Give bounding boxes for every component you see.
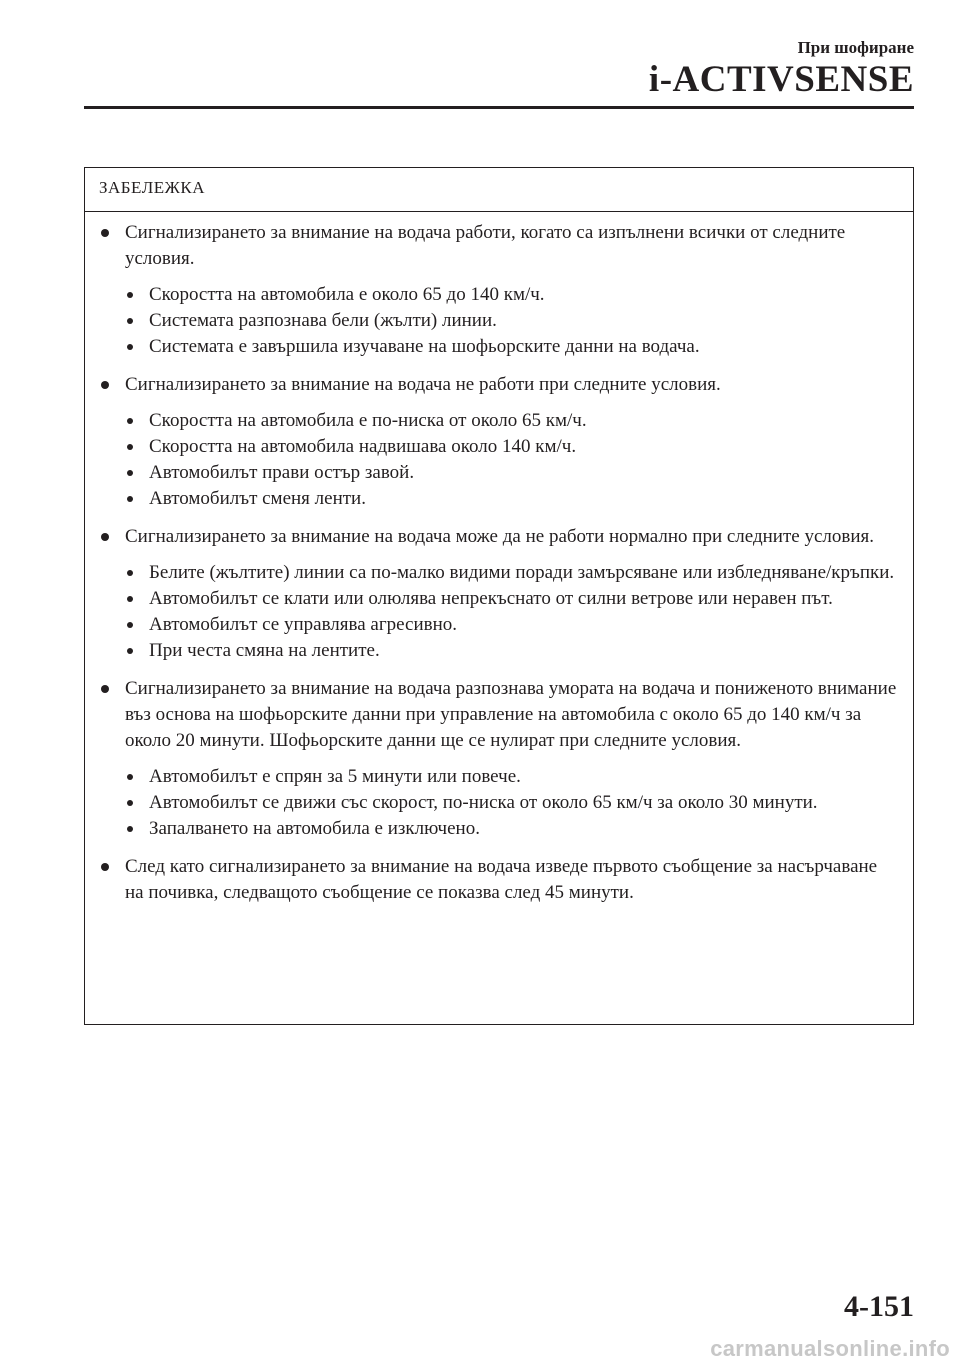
sub-bullet-icon [127,596,133,602]
note-item [99,372,899,512]
note-box [84,167,914,1025]
sub-item [125,434,899,460]
header-divider [84,106,914,109]
sub-item [125,790,899,816]
watermark: carmanualsonline.info [710,1336,950,1361]
note-item [99,854,899,906]
chapter-title: i-ACTIVSENSE [648,59,914,100]
bullet-icon [101,685,109,693]
sub-item-text: Скоростта на автомобила надвишава около 140 км/ч. [149,436,577,457]
note-item-text: Сигнализирането за внимание на водача разпознава умората на водача и пониженото внимание въз основа на шофьорските данни при управление на автомобила с около 65 до 140 км/ч за около 20 минути. Шофьорските данни ще се нулират при следните условия. [125,678,897,751]
sub-item-text: Скоростта на автомобила е по-ниска от около 65 км/ч. [149,410,587,431]
bullet-icon [101,863,109,871]
note-item-text: Сигнализирането за внимание на водача работи, когато са изпълнени всички от следните условия. [125,222,846,269]
sub-list [125,408,899,512]
note-item-text: След като сигнализирането за внимание на водача изведе първото съобщение за насърчаване на почивка, следващото съобщение се показва след 45 минути. [125,856,878,903]
sub-item-text: Автомобилът е спрян за 5 минути или повече. [149,766,521,787]
sub-bullet-icon [127,826,133,832]
sub-bullet-icon [127,800,133,806]
section-name: При шофиране [797,38,914,57]
sub-item-text: Скоростта на автомобила е около 65 до 140 км/ч. [149,284,545,305]
sub-list [125,560,899,664]
sub-bullet-icon [127,318,133,324]
bullet-icon [101,381,109,389]
note-item [99,676,899,842]
sub-list [125,764,899,842]
sub-item [125,816,899,842]
sub-bullet-icon [127,496,133,502]
sub-item-text: Автомобилът се клати или олюлява непрекъснато от силни ветрове или неравен път. [149,588,833,609]
sub-item-text: При честа смяна на лентите. [149,640,380,661]
bullet-icon [101,533,109,541]
sub-bullet-icon [127,622,133,628]
sub-bullet-icon [127,570,133,576]
note-title: ЗАБЕЛЕЖКА [85,168,913,212]
sub-item [125,586,899,612]
sub-bullet-icon [127,444,133,450]
sub-item [125,334,899,360]
bullet-icon [101,229,109,237]
sub-item [125,764,899,790]
sub-item-text: Автомобилът прави остър завой. [149,462,415,483]
sub-item [125,638,899,664]
sub-item-text: Запалването на автомобила е изключено. [149,818,480,839]
sub-bullet-icon [127,470,133,476]
sub-bullet-icon [127,418,133,424]
page-number: 4-151 [844,1290,914,1323]
sub-item [125,282,899,308]
note-item-text: Сигнализирането за внимание на водача може да не работи нормално при следните условия. [125,526,874,547]
sub-item-text: Автомобилът се движи със скорост, по-ниска от около 65 км/ч за около 30 минути. [149,792,818,813]
sub-item [125,408,899,434]
note-body [85,212,913,906]
sub-bullet-icon [127,774,133,780]
sub-bullet-icon [127,648,133,654]
sub-item-text: Системата разпознава бели (жълти) линии. [149,310,497,331]
sub-item [125,486,899,512]
sub-item [125,308,899,334]
sub-bullet-icon [127,344,133,350]
sub-item-text: Автомобилът сменя ленти. [149,488,366,509]
note-item [99,524,899,664]
sub-bullet-icon [127,292,133,298]
sub-item-text: Автомобилът се управлява агресивно. [149,614,458,635]
sub-item [125,560,899,586]
sub-item [125,460,899,486]
sub-item-text: Белите (жълтите) линии са по-малко видими поради замърсяване или избледняване/кръпки. [149,562,895,583]
note-item [99,220,899,360]
sub-item-text: Системата е завършила изучаване на шофьорските данни на водача. [149,336,700,357]
sub-item [125,612,899,638]
note-item-text: Сигнализирането за внимание на водача не работи при следните условия. [125,374,721,395]
sub-list [125,282,899,360]
